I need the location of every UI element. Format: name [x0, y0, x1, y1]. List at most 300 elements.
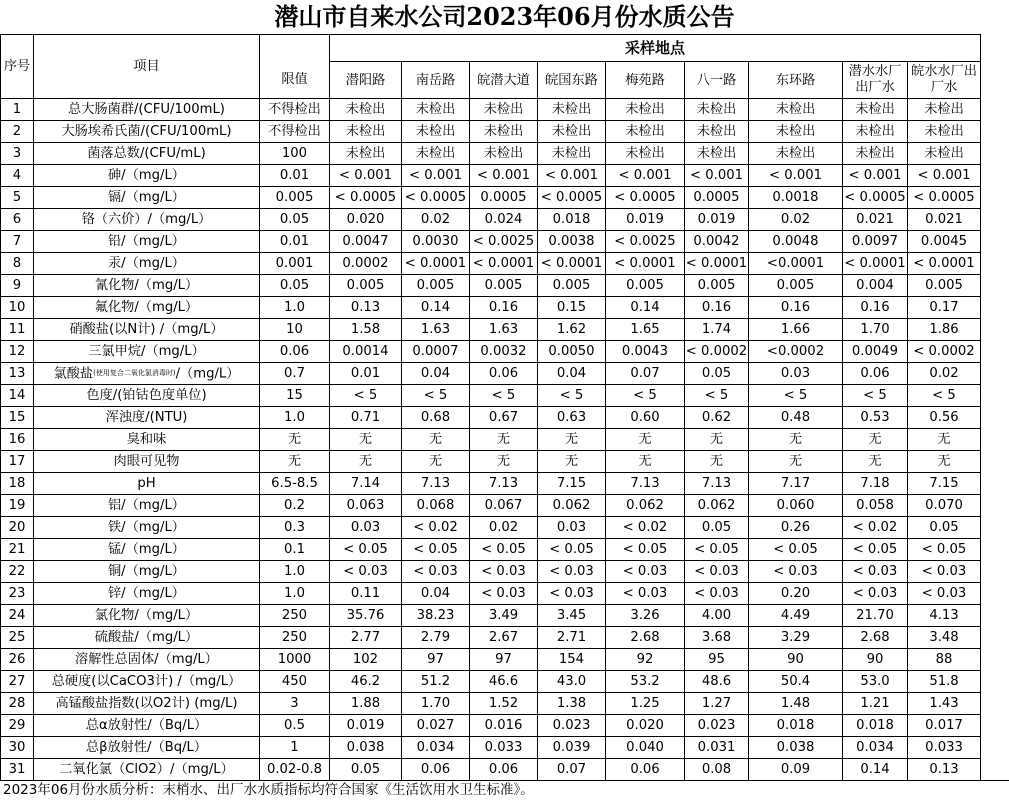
- row-value: 无: [330, 451, 402, 473]
- row-item: 砷/（mg/L）: [34, 165, 260, 187]
- row-value: 无: [749, 451, 843, 473]
- header-site: 潜阳路: [330, 62, 402, 99]
- row-value: 1.62: [538, 319, 606, 341]
- row-value: 0.0050: [538, 341, 606, 363]
- row-value: 1.21: [843, 693, 908, 715]
- row-value: < 5: [606, 385, 685, 407]
- row-value: 0.062: [538, 495, 606, 517]
- row-value: 0.04: [402, 583, 470, 605]
- row-value: 未检出: [908, 99, 981, 121]
- row-value: 7.17: [749, 473, 843, 495]
- row-value: 无: [606, 451, 685, 473]
- row-limit: 0.5: [260, 715, 330, 737]
- row-value: 0.48: [749, 407, 843, 429]
- row-value: 0.024: [470, 209, 538, 231]
- table-row: [1, 363, 981, 385]
- row-value: 未检出: [685, 99, 749, 121]
- row-value: 0.0007: [402, 341, 470, 363]
- row-value: < 0.0001: [470, 253, 538, 275]
- row-value: 0.06: [606, 759, 685, 781]
- row-number: 10: [1, 297, 34, 319]
- row-number: 30: [1, 737, 34, 759]
- row-item: 色度/(铂钴色度单位): [34, 385, 260, 407]
- row-value: < 0.001: [908, 165, 981, 187]
- row-value: 0.060: [749, 495, 843, 517]
- row-number: 19: [1, 495, 34, 517]
- row-value: 未检出: [538, 143, 606, 165]
- row-value: 0.17: [908, 297, 981, 319]
- row-value: < 5: [470, 385, 538, 407]
- table-row: [1, 693, 981, 715]
- row-value: 0.038: [749, 737, 843, 759]
- row-value: 0.027: [402, 715, 470, 737]
- row-item: 铜/（mg/L）: [34, 561, 260, 583]
- table-row: [1, 473, 981, 495]
- row-value: 7.15: [538, 473, 606, 495]
- row-value: 88: [908, 649, 981, 671]
- row-value: 0.02: [402, 209, 470, 231]
- row-value: 未检出: [908, 143, 981, 165]
- row-value: 0.033: [470, 737, 538, 759]
- table-row: [1, 385, 981, 407]
- row-value: < 0.05: [402, 539, 470, 561]
- row-number: 26: [1, 649, 34, 671]
- row-value: < 0.03: [330, 561, 402, 583]
- row-value: 0.56: [908, 407, 981, 429]
- row-value: 无: [908, 451, 981, 473]
- row-value: 0.021: [908, 209, 981, 231]
- row-item: 总硬度(以CaCO3计) /（mg/L）: [34, 671, 260, 693]
- row-value: 3.49: [470, 605, 538, 627]
- row-value: 0.06: [470, 759, 538, 781]
- table-row: [1, 187, 981, 209]
- row-value: < 0.0001: [908, 253, 981, 275]
- row-value: 0.20: [749, 583, 843, 605]
- header-site: 皖潜大道: [470, 62, 538, 99]
- row-value: 无: [538, 429, 606, 451]
- row-value: 无: [685, 451, 749, 473]
- header-sampling-sites: 采样地点: [330, 35, 981, 62]
- row-number: 14: [1, 385, 34, 407]
- row-value: 0.067: [470, 495, 538, 517]
- row-limit: 0.01: [260, 231, 330, 253]
- row-value: 0.017: [908, 715, 981, 737]
- row-value: 1.27: [685, 693, 749, 715]
- row-limit: 6.5-8.5: [260, 473, 330, 495]
- row-value: 0.63: [538, 407, 606, 429]
- row-value: 0.040: [606, 737, 685, 759]
- row-value: < 0.0002: [908, 341, 981, 363]
- row-value: < 0.0005: [330, 187, 402, 209]
- row-value: 46.6: [470, 671, 538, 693]
- row-value: 无: [470, 429, 538, 451]
- row-value: 7.13: [470, 473, 538, 495]
- row-item: 硝酸盐(以N计) /（mg/L）: [34, 319, 260, 341]
- row-value: 0.05: [685, 517, 749, 539]
- header-site: 南岳路: [402, 62, 470, 99]
- table-row: [1, 759, 981, 781]
- row-value: 1.70: [402, 693, 470, 715]
- table-row: [1, 539, 981, 561]
- row-value: 0.16: [685, 297, 749, 319]
- row-item: 汞/（mg/L）: [34, 253, 260, 275]
- row-value: < 0.05: [685, 539, 749, 561]
- row-value: < 0.03: [843, 561, 908, 583]
- row-item: 溶解性总固体/（mg/L）: [34, 649, 260, 671]
- row-item: 氰化物/（mg/L）: [34, 275, 260, 297]
- row-value: 1.66: [749, 319, 843, 341]
- row-value: 未检出: [606, 99, 685, 121]
- row-item: [34, 363, 260, 385]
- row-value: 0.070: [908, 495, 981, 517]
- table-row: [1, 231, 981, 253]
- table-row: [1, 209, 981, 231]
- row-value: 35.76: [330, 605, 402, 627]
- row-value: < 0.03: [470, 561, 538, 583]
- row-value: 0.09: [749, 759, 843, 781]
- header-no: 序号: [1, 35, 34, 99]
- row-value: 4.49: [749, 605, 843, 627]
- row-value: 0.14: [843, 759, 908, 781]
- row-value: < 0.001: [685, 165, 749, 187]
- table-row: [1, 275, 981, 297]
- row-value: 0.11: [330, 583, 402, 605]
- header-site: 皖国东路: [538, 62, 606, 99]
- row-value: 48.6: [685, 671, 749, 693]
- header-limit-top: [260, 35, 330, 62]
- row-value: 0.05: [685, 363, 749, 385]
- row-value: 0.005: [402, 275, 470, 297]
- row-value: 0.06: [843, 363, 908, 385]
- row-value: 2.67: [470, 627, 538, 649]
- page-title: 潜山市自来水公司2023年06月份水质公告: [274, 2, 735, 31]
- row-value: 0.0018: [749, 187, 843, 209]
- row-value: 53.2: [606, 671, 685, 693]
- row-value: 0.0014: [330, 341, 402, 363]
- row-value: 0.53: [843, 407, 908, 429]
- row-value: 102: [330, 649, 402, 671]
- row-value: < 0.03: [685, 561, 749, 583]
- row-value: 未检出: [685, 121, 749, 143]
- row-number: 12: [1, 341, 34, 363]
- row-value: 未检出: [402, 99, 470, 121]
- row-item: 二氧化氯（ClO2）/（mg/L）: [34, 759, 260, 781]
- row-limit: 无: [260, 451, 330, 473]
- row-value: 0.62: [685, 407, 749, 429]
- table-row: [1, 253, 981, 275]
- row-value: < 0.0005: [606, 187, 685, 209]
- row-number: 2: [1, 121, 34, 143]
- row-value: 0.005: [908, 275, 981, 297]
- row-value: 未检出: [908, 121, 981, 143]
- table-row: [1, 143, 981, 165]
- row-value: 0.03: [538, 517, 606, 539]
- row-value: < 5: [843, 385, 908, 407]
- row-value: 7.14: [330, 473, 402, 495]
- row-number: 29: [1, 715, 34, 737]
- row-value: 未检出: [470, 121, 538, 143]
- table-row: [1, 649, 981, 671]
- row-number: 22: [1, 561, 34, 583]
- table-row: [1, 517, 981, 539]
- row-value: < 0.02: [843, 517, 908, 539]
- row-limit: 0.005: [260, 187, 330, 209]
- row-value: < 0.0005: [402, 187, 470, 209]
- row-value: 未检出: [749, 143, 843, 165]
- row-value: 0.068: [402, 495, 470, 517]
- row-value: < 0.001: [749, 165, 843, 187]
- row-value: < 0.001: [606, 165, 685, 187]
- row-item: 大肠埃希氏菌/(CFU/100mL): [34, 121, 260, 143]
- row-value: 21.70: [843, 605, 908, 627]
- row-item: 铝/（mg/L）: [34, 495, 260, 517]
- row-item: 锌/（mg/L）: [34, 583, 260, 605]
- row-value: 0.039: [538, 737, 606, 759]
- row-number: 8: [1, 253, 34, 275]
- row-value: 0.019: [685, 209, 749, 231]
- row-value: 0.16: [470, 297, 538, 319]
- row-number: 7: [1, 231, 34, 253]
- row-value: 未检出: [330, 121, 402, 143]
- table-row: [1, 165, 981, 187]
- row-value: 未检出: [843, 121, 908, 143]
- row-value: 0.0045: [908, 231, 981, 253]
- row-value: 4.00: [685, 605, 749, 627]
- row-value: 0.058: [843, 495, 908, 517]
- row-value: 0.021: [843, 209, 908, 231]
- row-value: 未检出: [606, 143, 685, 165]
- row-value: 0.063: [330, 495, 402, 517]
- row-value: 0.07: [538, 759, 606, 781]
- row-value: < 0.05: [538, 539, 606, 561]
- row-item: 总α放射性/（Bq/L）: [34, 715, 260, 737]
- row-value: 7.13: [685, 473, 749, 495]
- row-number: 6: [1, 209, 34, 231]
- row-limit: 1: [260, 737, 330, 759]
- row-limit: 15: [260, 385, 330, 407]
- row-value: 95: [685, 649, 749, 671]
- row-limit: 0.05: [260, 275, 330, 297]
- row-value: < 0.03: [470, 583, 538, 605]
- row-item: pH: [34, 473, 260, 495]
- row-limit: 100: [260, 143, 330, 165]
- row-value: 0.016: [470, 715, 538, 737]
- row-value: 未检出: [749, 99, 843, 121]
- header-item: 项目: [34, 35, 260, 99]
- row-value: 43.0: [538, 671, 606, 693]
- row-value: 97: [470, 649, 538, 671]
- row-value: < 0.02: [606, 517, 685, 539]
- row-item: 铅/（mg/L）: [34, 231, 260, 253]
- row-item: 氟化物/（mg/L）: [34, 297, 260, 319]
- analysis-footer: 2023年06月份水质分析：末梢水、出厂水水质指标均符合国家《生活饮用水卫生标准》。: [0, 780, 1009, 799]
- row-limit: 3: [260, 693, 330, 715]
- header-site: 皖水水厂出厂水: [908, 62, 981, 99]
- row-limit: 0.3: [260, 517, 330, 539]
- row-value: 51.8: [908, 671, 981, 693]
- row-value: 97: [402, 649, 470, 671]
- row-value: 7.15: [908, 473, 981, 495]
- row-value: < 0.03: [908, 561, 981, 583]
- row-item: 总β放射性/（Bq/L）: [34, 737, 260, 759]
- row-value: < 0.05: [606, 539, 685, 561]
- row-value: < 0.02: [402, 517, 470, 539]
- row-value: <0.0002: [749, 341, 843, 363]
- row-value: < 0.03: [749, 561, 843, 583]
- row-number: 3: [1, 143, 34, 165]
- row-value: 0.06: [470, 363, 538, 385]
- row-value: 3.26: [606, 605, 685, 627]
- row-value: < 0.0025: [606, 231, 685, 253]
- row-limit: 无: [260, 429, 330, 451]
- row-value: < 0.0001: [606, 253, 685, 275]
- row-value: 0.023: [538, 715, 606, 737]
- table-row: [1, 737, 981, 759]
- row-value: 1.70: [843, 319, 908, 341]
- header-site: 梅苑路: [606, 62, 685, 99]
- row-value: < 0.05: [470, 539, 538, 561]
- row-value: 0.034: [402, 737, 470, 759]
- row-value: 1.63: [470, 319, 538, 341]
- row-value: 2.68: [606, 627, 685, 649]
- row-item: 臭和味: [34, 429, 260, 451]
- row-value: 无: [470, 451, 538, 473]
- row-value: 0.14: [402, 297, 470, 319]
- row-item: 浑浊度/(NTU): [34, 407, 260, 429]
- row-limit: 250: [260, 605, 330, 627]
- row-value: < 0.05: [908, 539, 981, 561]
- row-value: 0.062: [685, 495, 749, 517]
- row-value: 0.15: [538, 297, 606, 319]
- row-item-name: 氯酸盐: [53, 366, 94, 382]
- row-value: 1.86: [908, 319, 981, 341]
- row-item: 硫酸盐/（mg/L）: [34, 627, 260, 649]
- row-value: 未检出: [606, 121, 685, 143]
- row-value: 0.0047: [330, 231, 402, 253]
- row-value: < 5: [538, 385, 606, 407]
- row-value: 0.0042: [685, 231, 749, 253]
- row-value: 3.68: [685, 627, 749, 649]
- row-number: 31: [1, 759, 34, 781]
- row-number: 4: [1, 165, 34, 187]
- row-value: 未检出: [538, 121, 606, 143]
- row-value: 0.0005: [685, 187, 749, 209]
- row-value: 0.04: [402, 363, 470, 385]
- row-value: 38.23: [402, 605, 470, 627]
- row-number: 17: [1, 451, 34, 473]
- row-value: 无: [749, 429, 843, 451]
- row-limit: 1.0: [260, 297, 330, 319]
- row-number: 24: [1, 605, 34, 627]
- row-value: < 0.03: [606, 583, 685, 605]
- row-item: 三氯甲烷/（mg/L）: [34, 341, 260, 363]
- table-row: [1, 715, 981, 737]
- row-value: < 0.0005: [908, 187, 981, 209]
- row-limit: 0.06: [260, 341, 330, 363]
- row-value: 0.03: [330, 517, 402, 539]
- row-value: < 0.05: [749, 539, 843, 561]
- table-row: [1, 627, 981, 649]
- row-item: 铁/（mg/L）: [34, 517, 260, 539]
- row-value: 0.005: [538, 275, 606, 297]
- row-value: < 0.0001: [685, 253, 749, 275]
- row-value: 0.68: [402, 407, 470, 429]
- row-number: 9: [1, 275, 34, 297]
- row-value: < 0.0025: [470, 231, 538, 253]
- row-limit: 不得检出: [260, 121, 330, 143]
- row-value: 0.019: [330, 715, 402, 737]
- row-value: < 0.0005: [843, 187, 908, 209]
- table-row: [1, 407, 981, 429]
- row-limit: 1.0: [260, 561, 330, 583]
- row-value: 无: [402, 429, 470, 451]
- row-value: 53.0: [843, 671, 908, 693]
- row-value: 0.033: [908, 737, 981, 759]
- row-value: 0.14: [606, 297, 685, 319]
- row-number: 16: [1, 429, 34, 451]
- row-value: 无: [843, 429, 908, 451]
- row-limit: 1.0: [260, 407, 330, 429]
- row-value: < 5: [749, 385, 843, 407]
- row-limit: 0.1: [260, 539, 330, 561]
- row-value: 0.08: [685, 759, 749, 781]
- row-value: 无: [843, 451, 908, 473]
- row-value: 7.13: [606, 473, 685, 495]
- row-value: 3.48: [908, 627, 981, 649]
- row-value: < 0.0001: [402, 253, 470, 275]
- table-row: [1, 451, 981, 473]
- table-row: [1, 341, 981, 363]
- row-value: 1.48: [749, 693, 843, 715]
- row-value: 1.65: [606, 319, 685, 341]
- row-value: 未检出: [685, 143, 749, 165]
- row-value: 154: [538, 649, 606, 671]
- row-value: 0.034: [843, 737, 908, 759]
- row-value: < 0.03: [843, 583, 908, 605]
- row-value: 1.88: [330, 693, 402, 715]
- row-value: 0.71: [330, 407, 402, 429]
- row-value: 0.0005: [470, 187, 538, 209]
- row-value: 0.04: [538, 363, 606, 385]
- row-value: 0.018: [843, 715, 908, 737]
- row-item: 铬（六价）/（mg/L）: [34, 209, 260, 231]
- row-value: 0.031: [685, 737, 749, 759]
- row-value: 0.020: [330, 209, 402, 231]
- row-value: 0.02: [908, 363, 981, 385]
- row-value: 未检出: [843, 99, 908, 121]
- row-value: 0.13: [330, 297, 402, 319]
- table-row: [1, 429, 981, 451]
- row-value: 0.004: [843, 275, 908, 297]
- row-value: 无: [685, 429, 749, 451]
- row-number: 11: [1, 319, 34, 341]
- row-value: < 0.001: [843, 165, 908, 187]
- row-value: 0.005: [606, 275, 685, 297]
- row-value: < 0.03: [538, 561, 606, 583]
- row-value: 0.0049: [843, 341, 908, 363]
- row-value: 未检出: [749, 121, 843, 143]
- header-site: 潜水水厂出厂水: [843, 62, 908, 99]
- row-value: 0.018: [538, 209, 606, 231]
- row-value: 0.07: [606, 363, 685, 385]
- row-value: < 0.001: [538, 165, 606, 187]
- row-value: 未检出: [538, 99, 606, 121]
- row-value: < 5: [330, 385, 402, 407]
- row-value: 90: [749, 649, 843, 671]
- row-number: 27: [1, 671, 34, 693]
- row-value: < 0.05: [843, 539, 908, 561]
- row-number: 1: [1, 99, 34, 121]
